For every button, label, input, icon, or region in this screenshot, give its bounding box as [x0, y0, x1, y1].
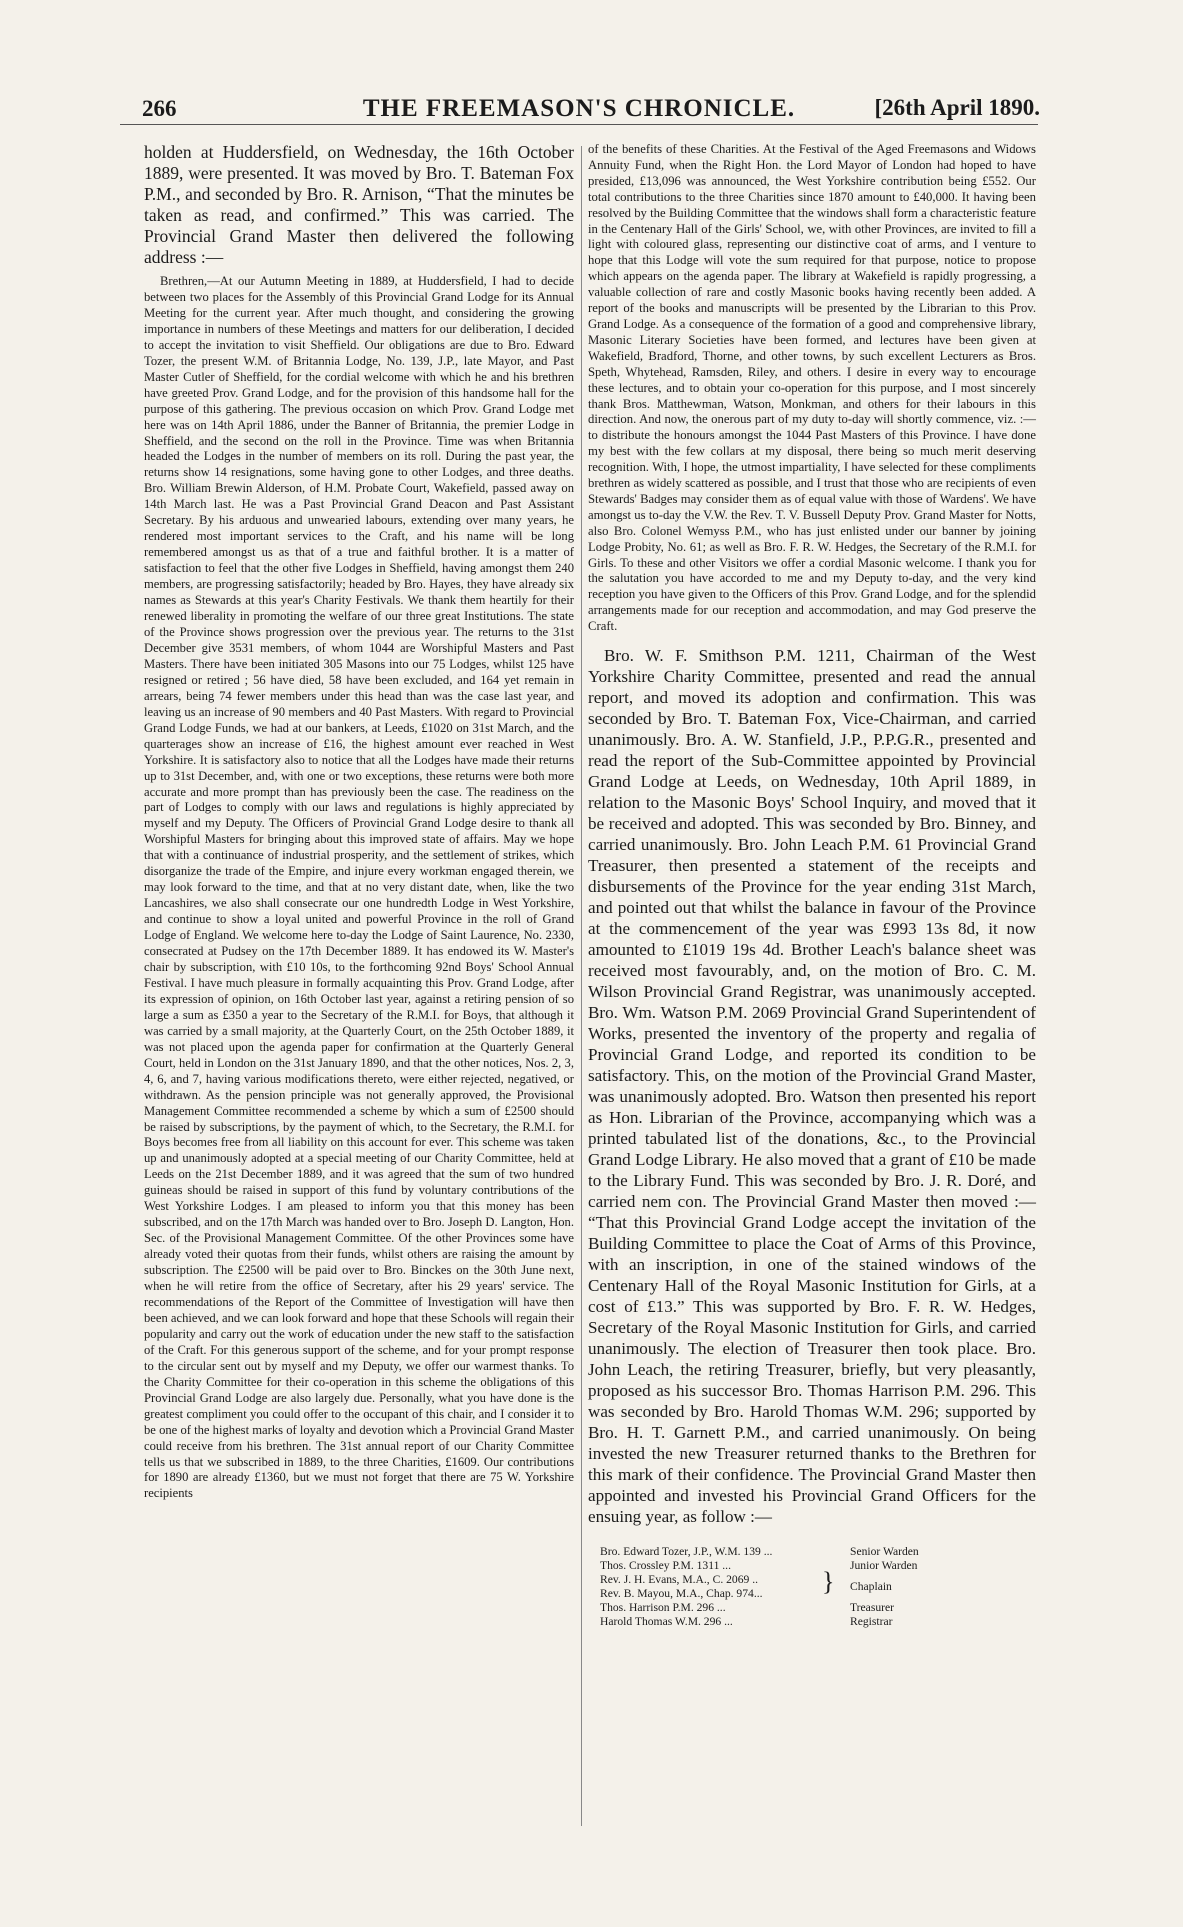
officer-name: Rev. J. H. Evans, M.A., C. 2069 .. [600, 1573, 759, 1587]
officer-name: Bro. Edward Tozer, J.P., W.M. 139 ... [600, 1545, 773, 1559]
officer-name: Thos. Crossley P.M. 1311 ... [600, 1559, 731, 1573]
officer-role: Junior Warden [850, 1559, 918, 1573]
officer-name: Rev. B. Mayou, M.A., Chap. 974... [600, 1587, 763, 1601]
proceedings-report: Bro. W. F. Smithson P.M. 1211, Chairman of the West Yorkshire Charity Committee, presented and read the annual report, and moved its adoption and confirmation. This was seconded by Bro. T. Bateman Fox, Vice-Chairman, and carried unanimously. Bro. A. W. Stanfield, J.P., P.P.G.R., presented and read the report of the Sub-Committee appointed by Provincial Grand Lodge at Leeds, on Wednesday, 10th April 1889, in relation to the Masonic Boys' School Inquiry, and moved that it be received and adopted. This was seconded by Bro. Binney, and carried unanimously. Bro. John Leach P.M. 61 Provincial Grand Treasurer, then presented a statement of the receipts and disbursements of the Province for the year ending 31st March, and pointed out that whilst the balance in favour of the Province at the commencement of the year was £993 13s 8d, it now amounted to £1019 19s 4d. Brother Leach's balance sheet was received most favourably, and, on the motion of Bro. C. M. Wilson Provincial Grand Registrar, was unanimously accepted. Bro. Wm. Watson P.M. 2069 Provincial Grand Superintendent of Works, presented the inventory of the property and regalia of Provincial Grand Lodge, and reported its condition to be satisfactory. This, on the motion of the Provincial Grand Master, was unanimously adopted. Bro. Watson then presented his report as Hon. Librarian of the Province, accompanying which was a printed tabulated list of the donations, &c., to the Provincial Grand Lodge Library. He also moved that a grant of £10 be made to the Library Fund. This was seconded by Bro. J. R. Doré, and carried nem con. The Provincial Grand Master then moved :— “That this Provincial Grand Lodge accept the invitation of the Building Committee to place the Coat of Arms of this Province, with an inscription, in one of the stained windows of the Centenary Hall of the Royal Masonic Institution for Girls, at a cost of £13.” This was supported by Bro. F. R. W. Hedges, Secretary of the Royal Masonic Institution for Girls, and carried unanimously. The election of Treasurer then took place. Bro. John Leach, the retiring Treasurer, briefly, but very pleasantly, proposed as his successor Bro. Thomas Harrison P.M. 296. This was seconded by Bro. Harold Thomas W.M. 296; supported by Bro. H. T. Garnett P.M., and carried unanimously. On being invested the new Treasurer returned thanks to the Brethren for this mark of their confidence. The Provincial Grand Master then appointed and invested his Provincial Grand Officers for the ensuing year, as follow :— [588, 646, 1036, 1527]
officer-row [588, 1587, 1036, 1601]
page-header [118, 92, 1040, 132]
officer-role: Registrar [850, 1615, 893, 1629]
officer-name: Harold Thomas W.M. 296 ... [600, 1615, 733, 1629]
grand-master-address: Brethren,—At our Autumn Meeting in 1889, at Huddersfield, I had to decide between two places for the Assembly of this Provincial Grand Lodge for its Annual Meeting for the current year. After much thought, and considering the growing importance in numbers of these Meetings and matters for our deliberation, I decided to accept the invitation to visit Sheffield. Our obligations are due to Bro. Edward Tozer, the present W.M. of Britannia Lodge, No. 139, J.P., late Mayor, and Past Master Cutler of Sheffield, for the cordial welcome with which he and his brethren have greeted Prov. Grand Lodge, and for the provision of this handsome hall for the purpose of this gathering. The previous occasion on which Prov. Grand Lodge met here was on 14th April 1886, under the Banner of Britannia, the premier Lodge in Sheffield, and the second on the roll in the Province. Time was when Britannia headed the Lodges in the number of members on its roll. During the past year, the returns show 14 resignations, some having gone to other Lodges, and three deaths. Bro. William Brewin Alderson, of H.M. Probate Court, Wakefield, passed away on 14th March last. He was a Past Provincial Grand Deacon and Past Assistant Secretary. By his arduous and unwearied labours, extending over many years, he rendered most important services to the Craft, and his name will be long remembered amongst us as that of a true and faithful brother. It is a matter of satisfaction to feel that the other five Lodges in Sheffield, having amongst them 240 members, are progressing satisfactorily; headed by Bro. Hayes, they have already six names as Stewards at this year's Charity Festivals. We thank them heartily for their renewed liberality in promoting the welfare of our three great Institutions. The state of the Province shows progression over the previous year. The returns to the 31st December give 3531 members, of whom 1044 are Worshipful Masters and Past Masters. There have been initiated 305 Masons into our 75 Lodges, whilst 125 have resigned or retired ; 56 have died, 58 have been excluded, and 164 yet remain in arrears, being 74 fewer members under this head than was the case last year, and leaving us an increase of 90 members and 40 Past Masters. With regard to Provincial Grand Lodge Funds, we had at our bankers, at Leeds, £1020 on 31st March, and the quarterages show an increase of £16, the highest amount ever reached in West Yorkshire. It is satisfactory also to notice that all the Lodges have made their returns up to 31st December, and, with one or two exceptions, these returns were both more accurate and more prompt than has previously been the case. The readiness on the part of Lodges to comply with our laws and regulations is highly appreciated by myself and my Deputy. The Officers of Provincial Grand Lodge desire to thank all Worshipful Masters for bringing about this improved state of affairs. May we hope that with a continuance of industrial prosperity, and the settlement of strikes, which disorganize the trade of the Empire, and injure every workman engaged therein, we may look forward to the time, and that at no very distant date, when, like the two Lancashires, we also shall consecrate our one hundredth Lodge in West Yorkshire, and continue to show a loyal united and powerful Province in the roll of Grand Lodge of England. We welcome here to-day the Lodge of Saint Laurence, No. 2330, consecrated at Pudsey on the 17th December 1889. It has endowed its W. Master's chair by subscription, with £10 10s, to the forthcoming 92nd Boys' School Annual Festival. I have much pleasure in formally acquainting this Prov. Grand Lodge, after its expression of opinion, on 16th October last year, against a retiring pension of so large a sum as £350 a year to the Secretary of the R.M.I. for Boys, that although it was carried by a small majority, at the Quarterly Court, on the 25th October 1889, it was not placed upon the agenda paper for confirmation at the Quarterly General Court, held in London on the 31st January 1890, and that the other notices, Nos. 2, 3, 4, 6, and 7, having various modifications thereto, were either rejected, negatived, or withdrawn. As the pension principle was not generally approved, the Provisional Management Committee recommended a scheme by which a sum of £2500 should be raised by subscriptions, by the payment of which, to the Secretary, the R.M.I. for Boys becomes free from all liability on this account for ever. This scheme was taken up and unanimously adopted at a special meeting of our Charity Committee, held at Leeds on the 21st December 1889, and it was agreed that the sum of two hundred guineas should be raised in support of this fund by voluntary contributions of the West Yorkshire Lodges. I am pleased to inform you that this money has been subscribed, and on the 17th March was handed over to Bro. Joseph D. Langton, Hon. Sec. of the Provisional Management Committee. Of the other Provinces some have already voted their quotas from their funds, whilst others are raising the amount by subscription. The £2500 will be paid over to Bro. Binckes on the 30th June next, when he will retire from the office of Secretary, after his 29 years' service. The recommendations of the Report of the Committee of Investigation will have then been achieved, and we can look forward and hope that these Schools will regain their popularity and carry out the work of education under the new staff to the satisfaction of the Craft. For this generous support of the scheme, and for your prompt response to the circular sent out by myself and my Deputy, we offer our warmest thanks. To the Charity Committee for their co-operation in this scheme the obligations of this Provincial Grand Lodge are also largely due. Personally, what you have done is the greatest compliment you could offer to the occupant of this chair, and I consider it to be one of the highest marks of loyalty and devotion which a Provincial Grand Master could receive from his brethren. The 31st annual report of our Charity Committee tells us that we subscribed in 1889, to the three Charities, £1609. Our contributions for 1890 are already £1360, but we must not forget that there are 75 W. Yorkshire recipients [144, 274, 574, 1501]
officer-row [588, 1545, 1036, 1559]
officers-list [588, 1545, 1036, 1629]
officer-role: Treasurer [850, 1601, 895, 1615]
brace-mark: } [822, 1567, 835, 1597]
page-number: 266 [142, 96, 177, 121]
officer-row [588, 1601, 1036, 1615]
officer-row [588, 1559, 1036, 1573]
left-column [144, 142, 574, 1502]
officer-row [588, 1615, 1036, 1629]
publication-title: THE FREEMASON'S CHRONICLE. [362, 95, 796, 122]
officer-name: Thos. Harrison P.M. 296 ... [600, 1601, 726, 1615]
meeting-intro-paragraph: holden at Huddersfield, on Wednesday, the 16th October 1889, were presented. It was moved by Bro. T. Bateman Fox P.M., and seconded by Bro. R. Arnison, “That the minutes be taken as read, and confirmed.” This was carried. The Provincial Grand Master then delivered the following address :— [144, 142, 574, 267]
officer-role: Senior Warden [850, 1545, 919, 1559]
address-continuation: of the benefits of these Charities. At the Festival of the Aged Freemasons and Widows Annuity Fund, when the Right Hon. the Lord Mayor of London had hoped to have presided, £13,096 was announced, the West Yorkshire contribution being £552. Our total contributions to the three Charities since 1870 amount to £40,000. It having been resolved by the Building Committee that the windows shall form a characteristic feature in the Centenary Hall of the Girls' School, we, with other Provinces, are invited to fill a light with coloured glass, representing our distinctive coat of arms, and I venture to hope that this Lodge will vote the sum required for that purpose, notice to propose which appears on the agenda paper. The library at Wakefield is rapidly progressing, a valuable collection of rare and costly Masonic books having recently been added. A report of the books and manuscripts will be presented by the Librarian to this Prov. Grand Lodge. As a consequence of the formation of a good and comprehensive library, Masonic Literary Societies have been formed, and lectures have been given at Wakefield, Bradford, Thorne, and other towns, by such excellent Lecturers as Bros. Speth, Whytehead, Ramsden, Riley, and others. I desire in every way to encourage these lectures, and to obtain your co-operation for this purpose, and I most sincerely thank Bros. Matthewman, Watson, Monkman, and others for their labours in this direction. And now, the onerous part of my duty to-day will shortly commence, viz. :— to distribute the honours amongst the 1044 Past Masters of this Province. I have done my best with the few collars at my disposal, there being so much merit deserving recognition. With, I hope, the utmost impartiality, I have selected for these compliments brethren as widely scattered as possible, and I trust that those who are recipients of even Stewards' Badges may consider them as of equal value with those of Wardens'. We have amongst us to-day the V.W. the Rev. T. V. Bussell Deputy Prov. Grand Master for Notts, also Bro. Colonel Wemyss P.M., who has just enlisted under our banner by joining Lodge Probity, No. 61; as well as Bro. F. R. W. Hedges, the Secretary of the R.M.I. for Girls. To these and other Visitors we offer a cordial Masonic welcome. I thank you for the salutation you have accorded to me and my Deputy to-day, and the very kind reception you have given to the Officers of this Prov. Grand Lodge, and for the splendid arrangements made for our reception and accommodation, and may God preserve the Craft. [588, 142, 1036, 634]
right-column [588, 142, 1036, 1629]
column-divider [581, 146, 582, 1826]
issue-date: [26th April 1890. [874, 95, 1040, 120]
officer-role: Chaplain [850, 1580, 892, 1594]
header-rule [120, 124, 1038, 125]
